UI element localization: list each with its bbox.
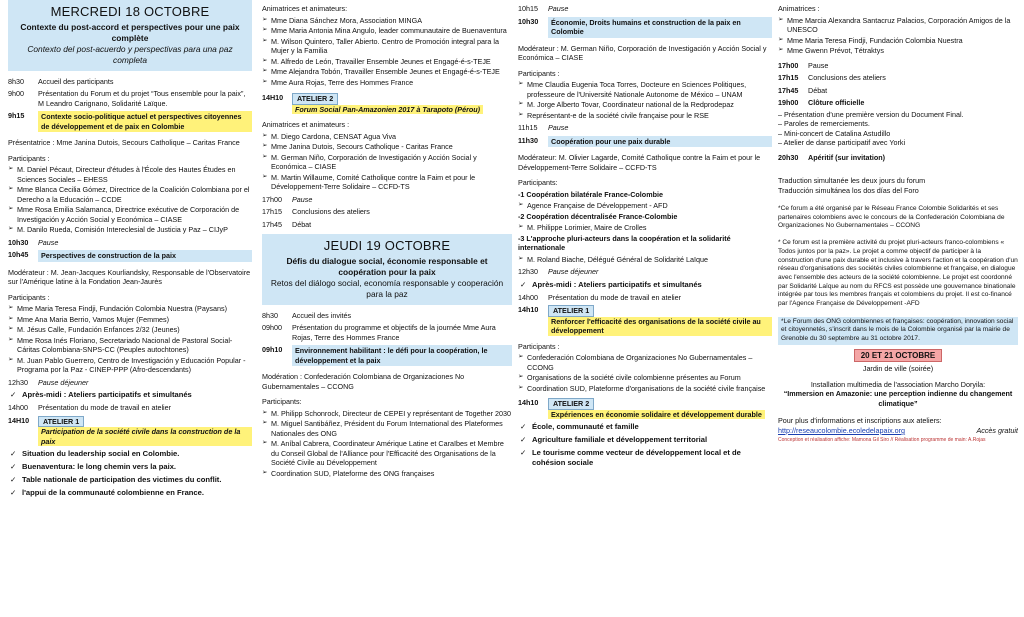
column-two (262, 0, 512, 617)
day-header (262, 234, 512, 305)
list-item: ➢ Coordination SUD, Plateforme des ONG françaises (262, 469, 512, 479)
workshop-topics (518, 422, 772, 468)
list-item: ➢ M. Juan Pablo Guerrero, Centro de Investigación y Educación Popular - Programa por la Paz - CINEP-PPP (Afro-descendants) (8, 356, 252, 375)
list-item: ➢ Mme Blanca Cecilia Gómez, Directrice de la Coalición Colombiana por el Derecho a la Educación – CCDE (8, 185, 252, 204)
schedule-row: 14h00 Présentation du mode de travail en atelier (8, 403, 172, 413)
list-item: -1 Coopération bilatérale France-Colombie (518, 189, 663, 199)
schedule-row: 10h15 Pause (518, 4, 569, 13)
workshop-row: 14h10 ATELIER 1 Renforcer l'efficacité des organisations de la société civile au développement (518, 305, 772, 336)
afternoon-label: ✓ Après-midi : Ateliers participatifs et simultanés (518, 280, 772, 290)
schedule-row: 14h00 Présentation du mode de travail en atelier (518, 292, 682, 302)
schedule-row: 10h30 Pause (8, 237, 59, 247)
theme-fr: Défis du dialogue social, économie responsable et coopération pour la paix (286, 256, 488, 278)
schedule-row: 20h30 Apéritif (sur invitation) (778, 152, 886, 162)
moderator: Modération : Confederación Colombiana de Organizaciones No Gubernamentales – CCONG (262, 372, 465, 391)
list-item: ✓ École, communauté et famille (518, 422, 772, 432)
column-wednesday (8, 0, 252, 617)
schedule-row: 09h00 Présentation du programme et objectifs de la journée Mme Aura Rojas, Terre des Hommes France (262, 323, 496, 342)
free-access: Accès gratuit (976, 425, 1018, 435)
list-item: ➢ Représentant-e de la société civile française pour le RSE (518, 111, 772, 121)
list-item: ➢ Mme Claudia Eugenia Toca Torres, Docteure en Sciences Politiques, professeure de l'Université Nationale Autonome de México – UNAM (518, 80, 772, 99)
theme-fr: Contexte du post-accord et perspectives pour une paix complète (20, 22, 240, 44)
afternoon-label: ✓ Après-midi : Ateliers participatifs et simultanés (8, 390, 252, 400)
list-item: ➢ Mme Diana Sánchez Mora, Association MINGA (262, 16, 512, 26)
schedule-row: 12h30 Pause déjeuner (8, 377, 89, 387)
schedule-row: 11h15 Pause (518, 123, 569, 132)
schedule-row: 9h15 Contexte socio-politique actuel et perspectives citoyennes de développement et de paix en Colombie (8, 111, 252, 132)
day-title: JEUDI 19 OCTOBRE (323, 238, 451, 253)
exhibit-title: “Immersion en Amazonie: une perception indienne du changement climatique” (783, 389, 1013, 408)
workshop-title: Participation de la société civile dans la construction de la paix (38, 427, 252, 446)
schedule-row: 17h00 Pause (262, 194, 313, 204)
animators-list (778, 16, 1018, 56)
list-item: ➢ M. Martin Willaume, Comité Catholique contre la Faim et pour le Développement-Terre Solidaire – CCFD-TS (262, 173, 512, 192)
schedule-row: 17h45 Débat (778, 85, 828, 95)
workshop-badge: ATELIER 2 (548, 398, 594, 410)
column-four (778, 0, 1018, 617)
list-item: – Atelier de danse participatif avec Yorki (778, 138, 906, 147)
list-item: ➢ Mme Marcia Alexandra Santacruz Palacios, Corporación Amigos de la UNESCO (778, 16, 1018, 35)
participants-label: Participants: (518, 178, 558, 187)
list-item: -3 L'approche pluri-acteurs dans la coopération et la solidarité internationale (518, 233, 731, 252)
list-item: ➢ Mme Rosa Emilia Salamanca, Directrice exécutive de Corporación de Investigación y Acción Social y Económica – CIASE (8, 205, 252, 224)
closing-list (778, 110, 1018, 148)
list-item: ➢ M. German Niño, Corporación de Investigación y Acción Social y Económica – CIASE (262, 153, 512, 172)
schedule-row: 11h30 Coopération pour une paix durable (518, 136, 772, 148)
participants-list (8, 165, 252, 235)
schedule-row: 8h30 Accueil des participants (8, 76, 114, 86)
workshop-badge: ATELIER 1 (38, 416, 84, 428)
list-item: ➢ Confederación Colombiana de Organizaciones No Gubernamentales – CCONG (518, 353, 772, 372)
translation-es: Traducción simultánea los dos días del Foro (778, 185, 919, 195)
list-item: ➢ Mme Alejandra Tobón, Travailler Ensemble Jeunes et Engagé-é-s-TEJE (262, 67, 512, 77)
moderator: Modérateur : M. German Niño, Corporación de Investigación y Acción Social y Económica – CIASE (518, 43, 767, 62)
dates-badge: 20 ET 21 OCTOBRE (854, 349, 943, 362)
list-item: ✓ Agriculture familiale et développement territorial (518, 435, 772, 445)
schedule-row: 17h15 Conclusions des ateliers (778, 73, 886, 82)
column-three (518, 0, 772, 617)
workshop-badge: ATELIER 1 (548, 305, 594, 317)
schedule-row: 8h30 Accueil des invités (262, 310, 352, 320)
workshop-topics (8, 449, 252, 498)
moderator: Modérateur: M. Olivier Lagarde, Comité Catholique contre la Faim et pour le Développement-Terre Solidaire – CCFD-TS (518, 153, 761, 172)
theme-es: Retos del diálogo social, economía responsable y cooperación para la paz (270, 278, 504, 300)
list-item: ➢ M. Danilo Rueda, Comisión Intereclesial de Justicia y Paz – CIJyP (8, 225, 252, 235)
info-text: Pour plus d'informations et inscriptions aux ateliers: (778, 416, 942, 426)
list-item: ➢ M. Miguel Santibáñez, Président du Forum International des Plateformes Nationales des ONG (262, 419, 512, 438)
list-item: ➢ Mme Maria Antonia Mina Angulo, leader communautaire de Buenaventura (262, 26, 512, 36)
list-item: ➢ Mme Maria Teresa Findji, Fundación Colombia Nuestra (Paysans) (8, 304, 252, 314)
forum-note: *Le Forum des ONG colombiennes et françaises: coopération, innovation social et citoyennetés, s'inscrit dans le mois de la Colombie organisé par la mairie de Grenoble du 30 septembre au 31 octobre 2017. (778, 317, 1018, 345)
participants-list (8, 304, 252, 375)
list-item: ➢ M. Aníbal Cabrera, Coordinateur Amérique Latine et Caraïbes et Membre du Conseil Global de l'Alliance pour l'Efficacité des Organisations de la Société Civile au Développement (262, 439, 512, 468)
list-item: -2 Coopération décentralisée France-Colombie (518, 211, 678, 221)
workshop-row: 14H10 ATELIER 2 Forum Social Pan-Amazonien 2017 à Tarapoto (Pérou) (262, 93, 512, 114)
schedule-row: 09h10 Environnement habilitant : le défi pour la coopération, le développement et la paix (262, 345, 512, 366)
cooperation-list (518, 190, 772, 265)
credits: Conception et réalisation affiche: Mamona Gil Siro // Réalisation programme de main: A.Rojas (778, 437, 986, 444)
schedule-row: 12h30 Pause déjeuner (518, 267, 599, 276)
website-link[interactable]: http://reseaucolombie.ecoledelapaix.org (778, 425, 906, 435)
schedule-row: 10h45 Perspectives de construction de la paix (8, 250, 252, 262)
project-note: * Ce forum est la première activité du projet pluri-acteurs franco-colombiens « Todos juntos por la paz». Le projet a comme objectif de participer à la construction d'une paix durable et inclusive à travers l'action et la coopération d'un réseau d'organisations des sociétés civiles colombienne et française, en dialogue avec l'ensemble des acteurs de la société colombienne. Le projet est coordonné par Solidarité Laïque au nom du RFCS est possède une gouvernance binationale intégrée par tous les membres français et colombiens du projet. Il est co-financé par l'Agence Française de Développement -AFD (778, 239, 1018, 308)
schedule-row: 10h30 Économie, Droits humains et construction de la paix en Colombie (518, 17, 772, 38)
schedule-row: 17h15 Conclusions des ateliers (262, 207, 370, 216)
list-item: ✓ Buenaventura: le long chemin vers la paix. (8, 462, 252, 472)
workshop-badge: ATELIER 2 (292, 93, 338, 105)
list-item: ➢ Mme Gwenn Prévot, Tétraktys (778, 46, 1018, 56)
list-item: ➢ M. Diego Cardona, CENSAT Agua Viva (262, 132, 512, 142)
list-item: ➢ M. Jorge Alberto Tovar, Coordinateur national de la Redprodepaz (518, 100, 772, 110)
animators-label: Animatrices et animateurs : (262, 120, 350, 129)
animators-label: Animatrices : (778, 4, 820, 13)
participants-label: Participants: (262, 397, 302, 407)
exhibit-intro: Installation multimedia de l'association Marcho Doryila: (810, 379, 986, 389)
animators-list (262, 132, 512, 192)
list-item: ✓ Situation du leadership social en Colombie. (8, 449, 252, 459)
workshop-row: 14h10 ATELIER 2 Expériences en économie solidaire et développement durable (518, 398, 772, 419)
schedule-row: 17h00 Pause (778, 60, 829, 70)
list-item: ✓ Table nationale de participation des victimes du conflit. (8, 475, 252, 485)
list-item: ➢ Mme Ana Maria Berrio, Vamos Mujer (Femmes) (8, 315, 252, 325)
list-item: ➢ M. Alfredo de León, Travailler Ensemble Jeunes et Engagé-é-s-TEJE (262, 57, 512, 67)
day-header (8, 0, 252, 71)
organizer-note: *Ce forum a été organisé par le Réseau France Colombie Solidarités et ses partenaires colombiens avec le concours de la Confederación Colombiana de Organizaciones No Gubernamentales – CCONG (778, 205, 1005, 230)
list-item: ✓ Le tourisme comme vecteur de développement local et de cohésion sociale (518, 448, 772, 468)
workshop-title: Forum Social Pan-Amazonien 2017 à Tarapoto (Pérou) (292, 105, 483, 115)
workshop-row: 14H10 ATELIER 1 Participation de la société civile dans la construction de la paix (8, 416, 252, 447)
list-item: – Paroles de remerciements. (778, 119, 870, 128)
participants-label: Participants : (8, 153, 50, 163)
translation-fr: Traduction simultanée les deux jours du forum (778, 176, 926, 185)
list-item: ➢ Mme Aura Rojas, Terre des Hommes France (262, 78, 512, 88)
list-item: – Mini-concert de Catalina Astudillo (778, 128, 891, 138)
theme-es: Contexto del post-acuerdo y perspectivas para una paz completa (27, 44, 233, 66)
schedule-row: 9h00 Présentation du Forum et du projet “Tous ensemble pour la paix”, M Leandro Carignano, Solidarité Laïque. (8, 89, 246, 108)
list-item: ➢ Agence Française de Développement - AFD (518, 201, 772, 211)
animators-list (262, 16, 512, 88)
schedule-row: 17h45 Débat (262, 219, 312, 229)
list-item: ➢ M. Daniel Pécaut, Directeur d'études à l'École des Hautes Études en Sciences Sociales – EHESS (8, 165, 252, 184)
list-item: ✓ l'appui de la communauté colombienne en France. (8, 488, 252, 498)
schedule-row: 19h00 Clôture officielle (778, 98, 865, 107)
list-item: ➢ Mme Maria Teresa Findji, Fundación Colombia Nuestra (778, 36, 1018, 46)
participants-label: Participants : (518, 68, 560, 78)
moderator: Modérateur : M. Jean-Jacques Kourliandsky, Responsable de l'Observatoire sur l'Amérique latine à la Fondation Jean-Jaurès (8, 267, 251, 287)
list-item: ➢ Organisations de la société civile colombienne présentes au Forum (518, 373, 772, 383)
list-item: ➢ M. Jésus Calle, Fundación Enfances 2/32 (Jeunes) (8, 325, 252, 335)
workshop-title: Renforcer l'efficacité des organisations de la société civile au développement (548, 317, 772, 336)
list-item: ➢ Coordination SUD, Plateforme d'organisations de la société civile française (518, 384, 772, 394)
list-item: ➢ Mme Janina Dutois, Secours Catholique - Caritas France (262, 142, 512, 152)
list-item: – Présentation d'une première version du Document Final. (778, 109, 964, 119)
participants-list (518, 353, 772, 393)
list-item: ➢ Mme Rosa Inés Floriano, Secretariado Nacional de Pastoral Social-Cáritas Colombiana-SNPS-CC (Peuples autochtones) (8, 336, 252, 355)
day-title: MERCREDI 18 OCTOBRE (50, 4, 210, 19)
participants-list (262, 409, 512, 479)
list-item: ➢ M. Philippe Lorimier, Maire de Crolles (518, 223, 772, 233)
workshop-title: Expériences en économie solidaire et développement durable (548, 410, 765, 420)
list-item: ➢ M. Philipp Schonrock, Directeur de CEPEI y représentant de Together 2030 (262, 409, 512, 419)
venue: Jardin de ville (soirée) (862, 364, 934, 374)
participants-list (518, 80, 772, 120)
presenter: Présentatrice : Mme Janina Dutois, Secours Catholique – Caritas France (8, 138, 240, 148)
list-item: ➢ M. Wilson Quintero, Taller Abierto. Centro de Promoción integral para la Mujer y la Familia (262, 37, 512, 56)
list-item: ➢ M. Roland Biache, Délégué Général de Solidarité Laïque (518, 255, 772, 265)
participants-label: Participants : (8, 292, 50, 302)
participants-label: Participants : (518, 341, 560, 351)
animators-label: Animatrices et animateurs: (262, 4, 348, 13)
